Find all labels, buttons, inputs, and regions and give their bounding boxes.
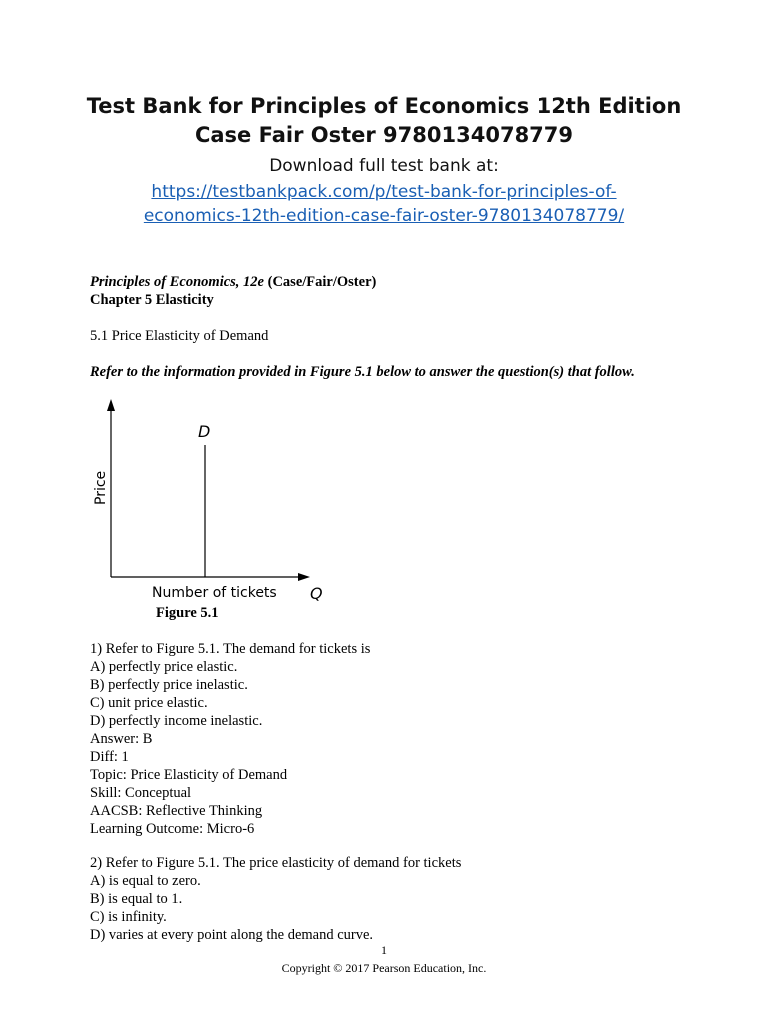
instruction-text: Refer to the information provided in Figure 5.1 below to answer the question(s) that follow. xyxy=(90,364,635,380)
page-number: 1 xyxy=(381,943,387,957)
figure-caption: Figure 5.1 xyxy=(156,605,219,621)
question-stem: 1) Refer to Figure 5.1. The demand for tickets is xyxy=(90,641,371,657)
option-a: A) perfectly price elastic. xyxy=(90,659,238,675)
x-axis-arrow xyxy=(298,573,310,581)
option-d: D) varies at every point along the demand curve. xyxy=(90,927,374,943)
download-link[interactable] xyxy=(0,180,768,228)
section-heading: 5.1 Price Elasticity of Demand xyxy=(90,328,269,344)
option-b: B) perfectly price inelastic. xyxy=(90,677,248,693)
answer: Answer: B xyxy=(90,731,153,747)
question-2 xyxy=(90,854,461,944)
x-axis-symbol: Q xyxy=(310,584,323,603)
chapter-heading: Chapter 5 Elasticity xyxy=(90,292,214,308)
link-line-1[interactable]: https://testbankpack.com/p/test-bank-for-principles-of- xyxy=(151,182,617,202)
book-info xyxy=(90,273,690,381)
book-title: Principles of Economics, 12e xyxy=(90,274,264,290)
book-authors: (Case/Fair/Oster) xyxy=(264,274,377,290)
y-axis-label: Price xyxy=(93,470,109,505)
difficulty: Diff: 1 xyxy=(90,749,129,765)
option-d: D) perfectly income inelastic. xyxy=(90,713,263,729)
link-line-2[interactable]: economics-12th-edition-case-fair-oster-9780134078779/ xyxy=(143,206,625,226)
aacsb: AACSB: Reflective Thinking xyxy=(90,803,263,819)
demand-label: D xyxy=(198,422,211,441)
figure-demand-graph xyxy=(88,395,338,605)
title-line-1: Test Bank for Principles of Economics 12th Edition xyxy=(86,94,682,118)
option-b: B) is equal to 1. xyxy=(90,891,183,907)
option-c: C) is infinity. xyxy=(90,909,167,925)
option-a: A) is equal to zero. xyxy=(90,873,201,889)
y-axis-arrow xyxy=(107,399,115,411)
question-stem: 2) Refer to Figure 5.1. The price elasticity of demand for tickets xyxy=(90,855,462,871)
skill: Skill: Conceptual xyxy=(90,785,192,801)
question-1 xyxy=(90,640,370,838)
header xyxy=(0,92,768,228)
option-c: C) unit price elastic. xyxy=(90,695,208,711)
x-axis-label: Number of tickets xyxy=(152,585,277,601)
title-line-2: Case Fair Oster 9780134078779 xyxy=(194,123,574,147)
learning-outcome: Learning Outcome: Micro-6 xyxy=(90,821,255,837)
document-title xyxy=(0,92,768,150)
download-label: Download full test bank at: xyxy=(269,156,499,176)
book-title-line xyxy=(90,273,690,291)
copyright: Copyright © 2017 Pearson Education, Inc. xyxy=(281,961,487,975)
topic: Topic: Price Elasticity of Demand xyxy=(90,767,288,783)
